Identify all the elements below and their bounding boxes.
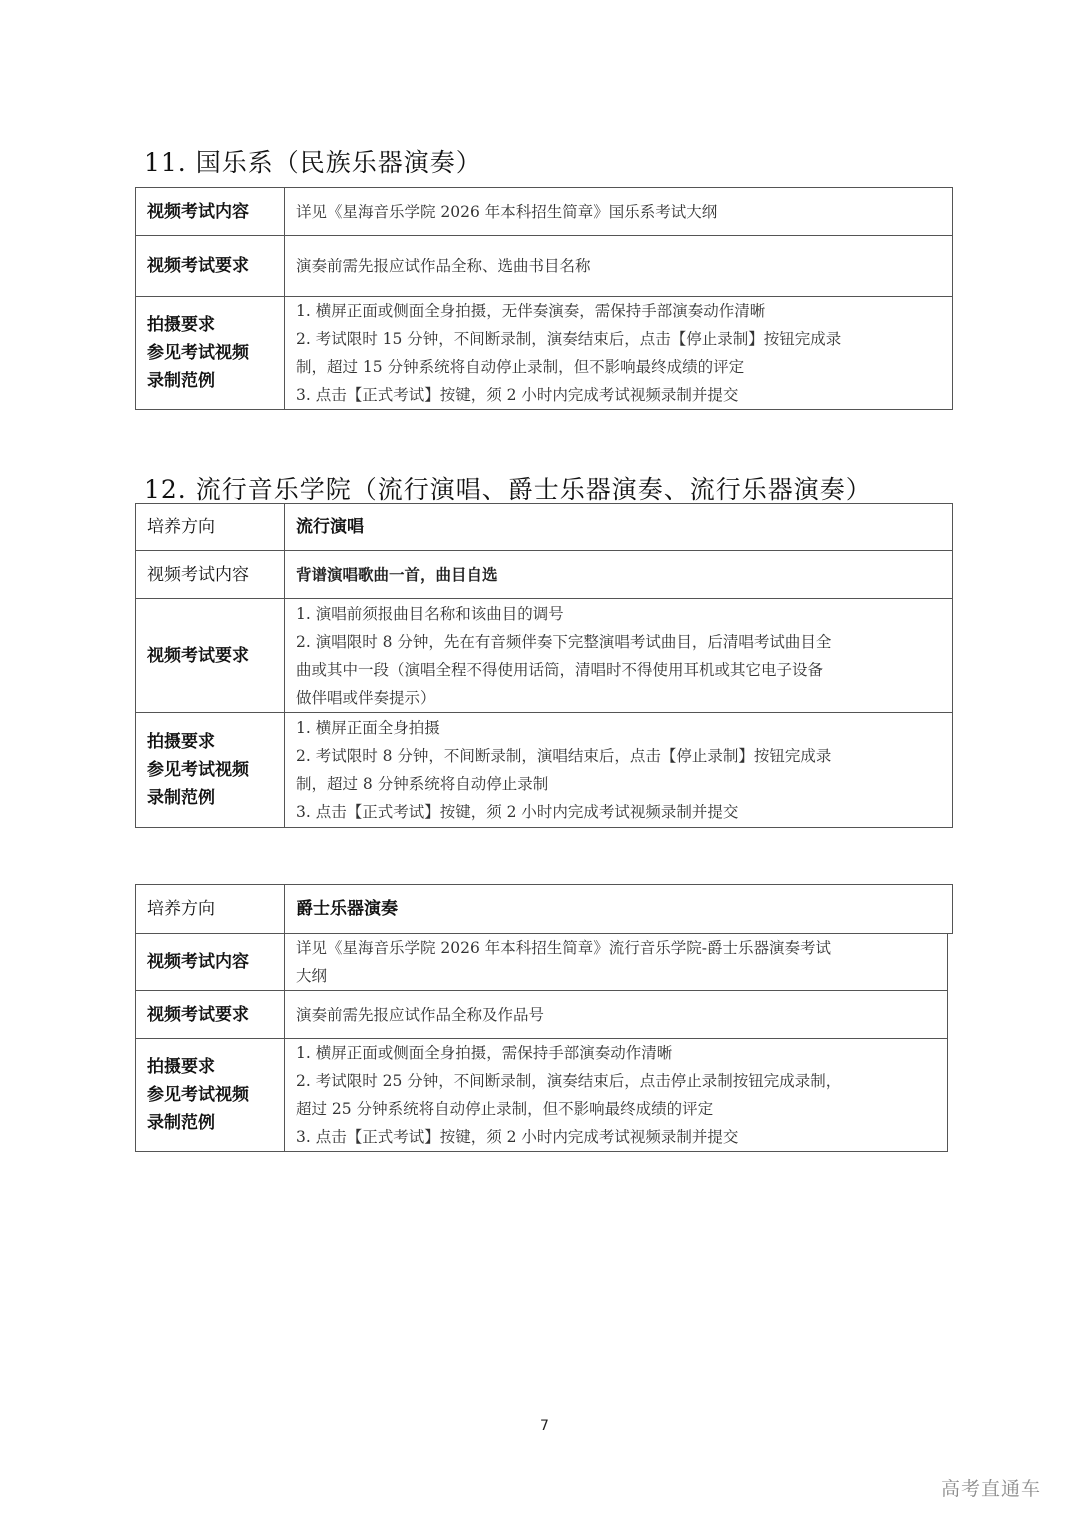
pop-vocal-table [135, 503, 953, 828]
row-value [285, 934, 948, 991]
row-value [285, 236, 953, 297]
table-row [136, 551, 953, 599]
table-row [136, 885, 953, 934]
row-label: 视频考试要求 [136, 599, 285, 713]
value-line: 1. 横屏正面全身拍摄 [296, 719, 440, 737]
row-value [285, 504, 953, 551]
table-row [136, 236, 953, 297]
table-row [136, 188, 953, 236]
row-value [285, 188, 953, 236]
label-line: 录制范例 [147, 788, 215, 808]
value-line: 详见《星海音乐学院 2026 年本科招生简章》流行音乐学院-爵士乐器演奏考试 [296, 939, 832, 957]
value-line: 演奏前需先报应试作品全称、选曲书目名称 [296, 257, 591, 275]
row-label [136, 713, 285, 828]
value-line: 制，超过 8 分钟系统将自动停止录制 [296, 775, 549, 793]
value-line: 2. 考试限时 15 分钟，不间断录制，演奏结束后，点击【停止录制】按钮完成录 [296, 330, 842, 348]
label-line: 拍摄要求 [147, 315, 215, 335]
table-row [136, 713, 953, 828]
row-value [285, 599, 953, 713]
value-line: 3. 点击【正式考试】按键，须 2 小时内完成考试视频录制并提交 [296, 1128, 739, 1146]
section-12-title: 12. 流行音乐学院（流行演唱、爵士乐器演奏、流行乐器演奏） [144, 475, 872, 504]
table-row [136, 599, 953, 713]
label-line: 参见考试视频 [147, 760, 249, 780]
value-line: 1. 横屏正面或侧面全身拍摄，需保持手部演奏动作清晰 [296, 1044, 673, 1062]
value-line: 1. 横屏正面或侧面全身拍摄，无伴奏演奏，需保持手部演奏动作清晰 [296, 302, 766, 320]
section-11-title: 11. 国乐系（民族乐器演奏） [144, 148, 482, 177]
row-label: 视频考试内容 [136, 934, 285, 991]
row-value [285, 991, 948, 1039]
row-label: 视频考试要求 [136, 991, 285, 1039]
value-line: 背谱演唱歌曲一首，曲目自选 [296, 564, 498, 584]
jazz-header-table [135, 884, 953, 934]
table-row [136, 1039, 948, 1152]
row-label: 视频考试内容 [136, 188, 285, 236]
value-line: 2. 考试限时 25 分钟，不间断录制，演奏结束后，点击停止录制按钮完成录制， [296, 1072, 842, 1090]
value-line: 大纲 [296, 967, 328, 985]
row-label: 视频考试内容 [136, 551, 285, 599]
jazz-table [135, 933, 948, 1152]
row-value [285, 713, 953, 828]
value-line: 2. 考试限时 8 分钟，不间断录制，演唱结束后，点击【停止录制】按钮完成录 [296, 747, 832, 765]
value-line: 曲或其中一段（演唱全程不得使用话筒，清唱时不得使用耳机或其它电子设备 [296, 660, 824, 679]
label-line: 参见考试视频 [147, 343, 249, 363]
label-line: 录制范例 [147, 371, 215, 391]
table-row [136, 504, 953, 551]
table-row [136, 934, 948, 991]
value-line: 2. 演唱限时 8 分钟，先在有音频伴奏下完整演唱考试曲目，后清唱考试曲目全 [296, 632, 832, 651]
value-line: 制，超过 15 分钟系统将自动停止录制，但不影响最终成绩的评定 [296, 358, 745, 376]
label-line: 参见考试视频 [147, 1085, 249, 1105]
row-value [285, 551, 953, 599]
label-line: 拍摄要求 [147, 732, 215, 752]
row-value [285, 297, 953, 410]
page-number: 7 [540, 1418, 549, 1434]
value-line: 流行演唱 [296, 517, 364, 537]
row-label [136, 297, 285, 410]
row-value [285, 1039, 948, 1152]
value-line: 3. 点击【正式考试】按键，须 2 小时内完成考试视频录制并提交 [296, 803, 739, 821]
guoyue-table [135, 187, 953, 410]
row-label [136, 1039, 285, 1152]
value-line: 详见《星海音乐学院 2026 年本科招生简章》国乐系考试大纲 [296, 202, 718, 221]
table-row [136, 297, 953, 410]
value-line: 超过 25 分钟系统将自动停止录制，但不影响最终成绩的评定 [296, 1100, 714, 1118]
value-line: 做伴唱或伴奏提示） [296, 688, 436, 707]
label-line: 录制范例 [147, 1113, 215, 1133]
value-line: 演奏前需先报应试作品全称及作品号 [296, 1005, 545, 1024]
row-value [285, 885, 953, 934]
table-row [136, 991, 948, 1039]
row-label: 培养方向 [136, 504, 285, 551]
value-line: 1. 演唱前须报曲目名称和该曲目的调号 [296, 604, 564, 623]
watermark-text: 高考直通车 [941, 1478, 1042, 1500]
label-line: 拍摄要求 [147, 1057, 215, 1077]
value-line: 3. 点击【正式考试】按键，须 2 小时内完成考试视频录制并提交 [296, 386, 739, 404]
row-label: 视频考试要求 [136, 236, 285, 297]
row-label: 培养方向 [136, 885, 285, 934]
value-line: 爵士乐器演奏 [296, 899, 398, 919]
